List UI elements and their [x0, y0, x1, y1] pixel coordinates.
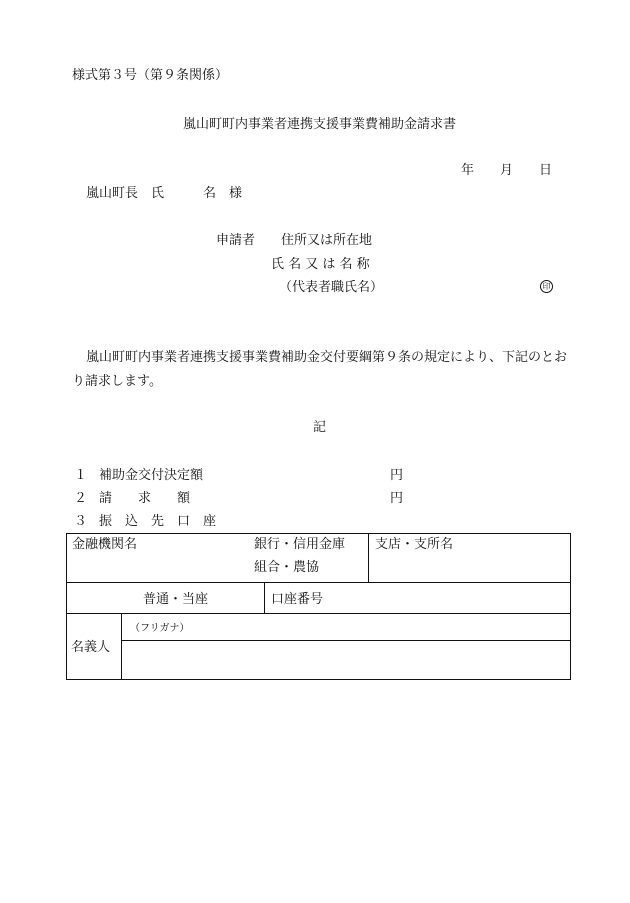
table-border-top [66, 533, 571, 534]
date-day: 日 [539, 163, 553, 178]
table-border-bottom [66, 679, 571, 680]
account-number-label: 口座番号 [271, 592, 324, 607]
item-1-label: 補助金交付決定額 [99, 468, 204, 483]
date-year: 年 [461, 163, 475, 178]
body-text-line1: 嵐山町町内事業者連携支援事業費補助金交付要綱第９条の規定により、下記のとお [86, 350, 568, 365]
name-label: 氏 名 又 は 名 称 [271, 257, 370, 272]
table-row-divider-2 [66, 613, 571, 614]
item-3-number: ３ [74, 514, 88, 529]
institution-name-label: 金融機関名 [72, 537, 138, 552]
item-1-number: １ [74, 468, 88, 483]
bank-type-line1: 銀行・信用金庫 [254, 537, 346, 552]
addressee: 嵐山町長 氏 名 様 [86, 186, 243, 201]
item-1-unit: 円 [390, 468, 404, 483]
table-border-left [66, 533, 67, 680]
holder-label: 名義人 [71, 640, 111, 655]
ki-heading: 記 [313, 420, 327, 435]
seal-mark: 印 [540, 280, 553, 293]
table-col-divider-account [264, 582, 265, 613]
representative-label: （代表者職氏名） [279, 280, 384, 295]
table-row-divider-3 [121, 640, 571, 641]
applicant-label: 申請者 [216, 233, 256, 248]
document-title: 嵐山町町内事業者連携支援事業費補助金請求書 [183, 117, 457, 132]
body-text-line2: り請求します。 [72, 374, 162, 389]
table-border-right [570, 533, 571, 680]
account-type-label: 普通・当座 [143, 592, 209, 607]
form-number: 様式第３号（第９条関係） [72, 68, 229, 83]
table-col-divider-holder [121, 613, 122, 679]
item-2-number: ２ [74, 491, 88, 506]
table-col-divider-branch [368, 533, 369, 582]
item-2-unit: 円 [390, 491, 404, 506]
table-row-divider-1 [66, 582, 571, 583]
item-3-label: 振 込 先 口 座 [99, 514, 217, 529]
date-month: 月 [500, 163, 514, 178]
branch-name-label: 支店・支所名 [375, 537, 454, 552]
item-2-label: 請 求 額 [99, 491, 191, 506]
furigana-label: （フリガナ） [130, 623, 190, 634]
bank-type-line2: 組合・農協 [254, 560, 320, 575]
address-label: 住所又は所在地 [281, 233, 373, 248]
